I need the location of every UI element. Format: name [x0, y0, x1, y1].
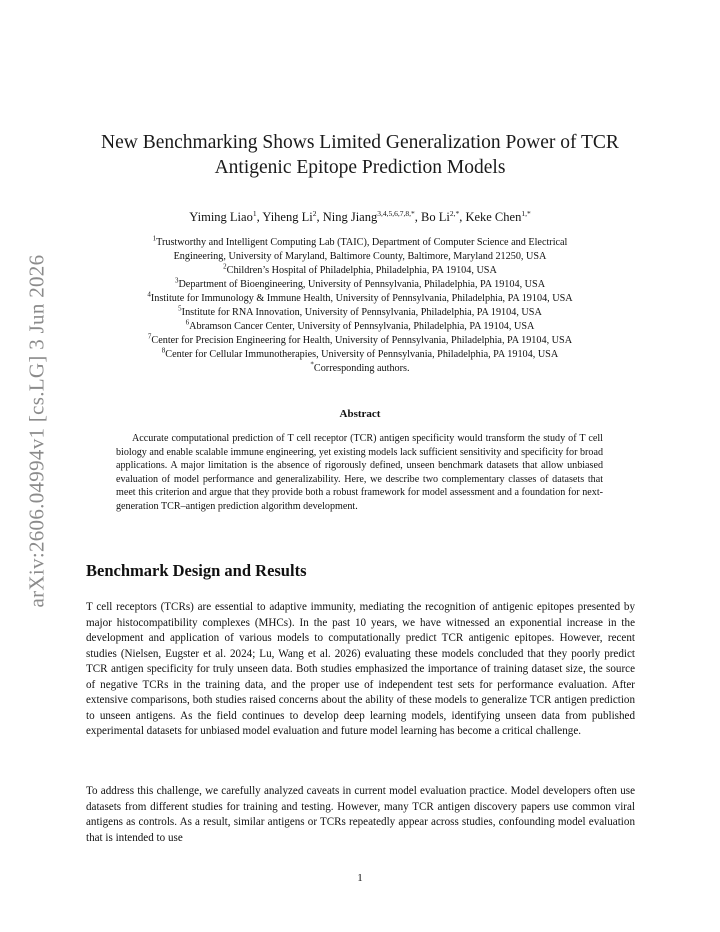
affiliation-line: $^3$Department of Bioengineering, University of Pennsylvania, Philadelphia, PA 19104, USA: [174, 276, 546, 290]
author: Keke Chen$^{1,*}$: [465, 208, 531, 224]
body-paragraph: To address this challenge, we carefully analyzed caveats in current model evaluation practice. Model developers often use datasets from different studies for training and testing. However, many TCR antigen discovery papers use common viral antigens as controls. As a result, similar antigens or TCRs repeatedly appear across studies, confounding model evaluation that is intended to use: [86, 785, 635, 844]
paper-title: [70, 130, 650, 180]
author: Bo $Li^{2,*}$,: [420, 208, 466, 224]
title-line-2: Antigenic Epitope Prediction Models: [214, 157, 506, 178]
affiliation-line: $^7$Center for Precision Engineering for Health, University of Pennsylvania, Philadelphia, PA 19104, USA: [147, 332, 573, 346]
affiliation-line: $^8$Center for Cellular Immunotherapies, University of Pennsylvania, Philadelphia, PA 19104, USA: [161, 346, 559, 360]
author: Ning Jiang$^{3,4,5,6,7,8,*}$,: [322, 208, 421, 224]
abstract-body: Accurate computational prediction of T cell receptor (TCR) antigen specificity would transform the study of T cell biology and enable scalable immune engineering, yet existing models lack sufficient sensitivity and specificity for broad applications. A major limitation is the absence of rigorously defined, unseen benchmark datasets that allow unbiased evaluation of model performance and generalizability. Here, we describe two complementary classes of datasets that meet this criterion and argue that they provide both a robust framework for model assessment and a foundation for next-generation TCR–antigen prediction algorithm development.: [116, 433, 603, 512]
author: Yiheng Li$^2$,: [262, 208, 323, 224]
page-number: 1: [357, 872, 363, 884]
affiliation-list: [70, 236, 650, 376]
affiliation-line: $^6$Abramson Cancer Center, University of Pennsylvania, Philadelphia, PA 19104, USA: [185, 318, 535, 332]
title-line-1: New Benchmarking Shows Limited Generalization Power of TCR: [101, 132, 619, 153]
affiliation-line: $^1$Trustworthy and Intelligent Computing Lab (TAIC), Department of Computer Science and Electrical: [152, 234, 568, 248]
corresponding-note: *Corresponding authors.: [310, 360, 410, 374]
body-paragraph: T cell receptors (TCRs) are essential to adaptive immunity, mediating the recognition of antigenic epitopes presented by major histocompatibility complexes (MHCs). In the past 10 years, we have witnessed an exponential increase in the development and application of various models to computationally predict TCR antigenic epitopes. However, recent studies (Nielsen, Eugster et al. 2024; Lu, Wang et al. 2026) evaluating these models concluded that they poorly predict TCR antigen specificity for truly unseen data. Both studies emphasized the importance of training dataset size, the source of negative TCRs in the training data, and the proper use of independent test sets for performance evaluation. After extensive comparisons, both studies raised concerns about the ability of these models to generalize TCR antigen prediction to unseen antigens. As the field continues to develop deep learning models, identifying unseen data from published experimental datasets for unbiased model evaluation and future model learning has become a critical challenge.: [86, 601, 635, 737]
affiliation-line: $^4$Institute for Immunology & Immune Health, University of Pennsylvania, Philadelphia, PA 19104, USA: [147, 290, 573, 304]
section-heading: Benchmark Design and Results: [86, 561, 307, 580]
affiliation-line: Engineering, University of Maryland, Baltimore County, Baltimore, Maryland 21250, USA: [173, 251, 547, 262]
author: Yiming Liao$^1$,: [189, 208, 263, 224]
affiliation-line: $^5$Institute for RNA Innovation, University of Pennsylvania, Philadelphia, PA 19104, USA: [178, 304, 542, 318]
abstract-heading: Abstract: [339, 408, 381, 420]
arxiv-side-stamp: arXiv:2606.04994v1 [cs.LG] 3 Jun 2026: [24, 254, 49, 608]
affiliation-line: $^2$Children’s Hospital of Philadelphia, Philadelphia, PA 19104, USA: [223, 262, 497, 276]
author-list: [60, 209, 660, 225]
